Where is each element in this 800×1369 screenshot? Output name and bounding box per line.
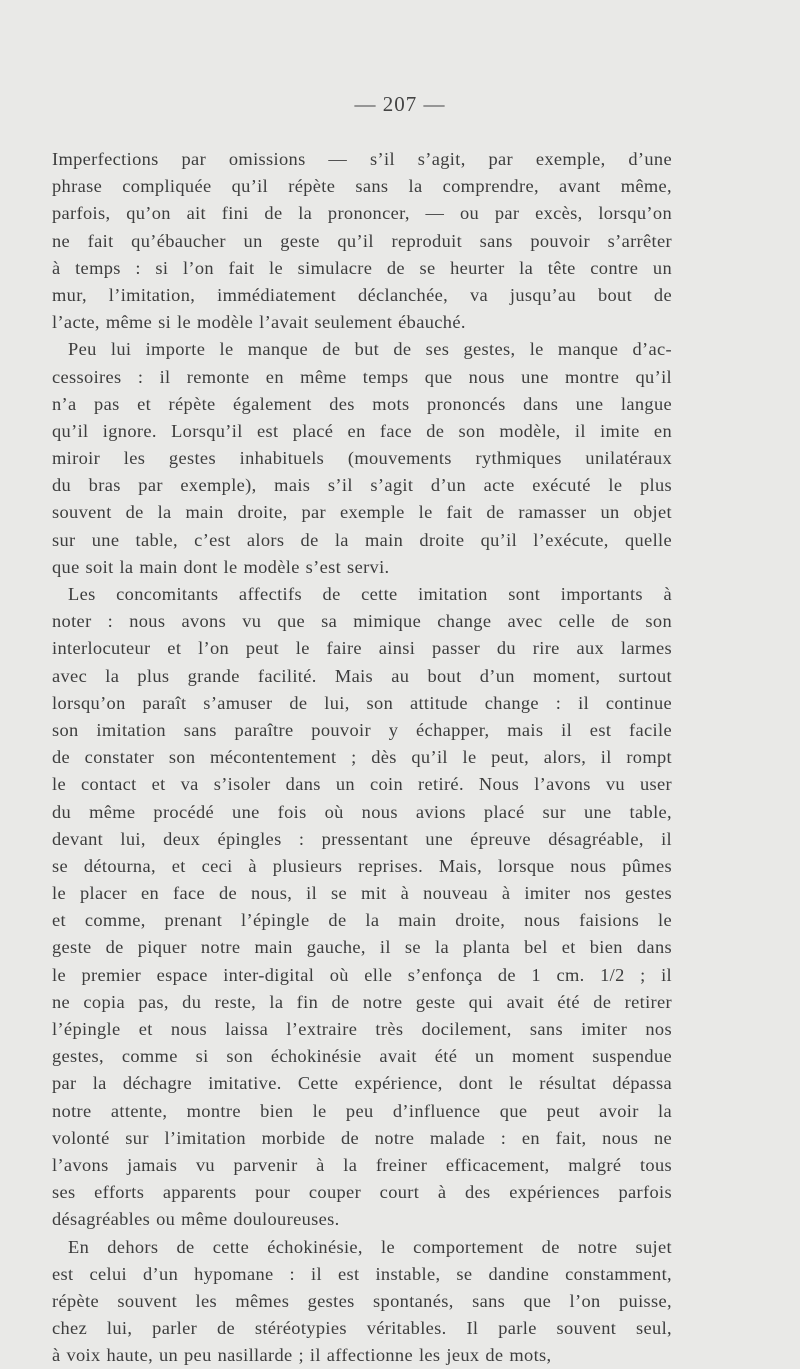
text-line: devant lui, deux épingles : pressentant une épreuve désagréable, il bbox=[52, 826, 672, 853]
text-line: volonté sur l’imitation morbide de notre malade : en fait, nous ne bbox=[52, 1125, 672, 1152]
text-line: se détourna, et ceci à plusieurs reprises. Mais, lorsque nous pûmes bbox=[52, 853, 672, 880]
text-line: est celui d’un hypomane : il est instable, se dandine constamment, bbox=[52, 1261, 672, 1288]
text-line: cessoires : il remonte en même temps que nous une montre qu’il bbox=[52, 364, 672, 391]
text-line: interlocuteur et l’on peut le faire ainsi passer du rire aux larmes bbox=[52, 635, 672, 662]
text-line: ne fait qu’ébaucher un geste qu’il reproduit sans pouvoir s’arrêter bbox=[52, 228, 672, 255]
text-line: le premier espace inter-digital où elle s’enfonça de 1 cm. 1/2 ; il bbox=[52, 962, 672, 989]
body-text bbox=[52, 146, 672, 1369]
text-line: à temps : si l’on fait le simulacre de se heurter la tête contre un bbox=[52, 255, 672, 282]
text-line: mur, l’imitation, immédiatement déclanchée, va jusqu’au bout de bbox=[52, 282, 672, 309]
paragraph bbox=[52, 1234, 672, 1369]
text-line: n’a pas et répète également des mots prononcés dans une langue bbox=[52, 391, 672, 418]
text-line: que soit la main dont le modèle s’est servi. bbox=[52, 554, 672, 581]
paragraph bbox=[52, 336, 672, 581]
text-line: son imitation sans paraître pouvoir y échapper, mais il est facile bbox=[52, 717, 672, 744]
text-line: ses efforts apparents pour couper court à des expériences parfois bbox=[52, 1179, 672, 1206]
text-line: avec la plus grande facilité. Mais au bout d’un moment, surtout bbox=[52, 663, 672, 690]
paragraph bbox=[52, 146, 672, 336]
text-line: désagréables ou même douloureuses. bbox=[52, 1206, 672, 1233]
text-line: noter : nous avons vu que sa mimique change avec celle de son bbox=[52, 608, 672, 635]
text-line: du même procédé une fois où nous avions placé sur une table, bbox=[52, 799, 672, 826]
text-line: ne copia pas, du reste, la fin de notre geste qui avait été de retirer bbox=[52, 989, 672, 1016]
text-line: notre attente, montre bien le peu d’influence que peut avoir la bbox=[52, 1098, 672, 1125]
text-line: Imperfections par omissions — s’il s’agit, par exemple, d’une bbox=[52, 146, 672, 173]
text-line: gestes, comme si son échokinésie avait été un moment suspendue bbox=[52, 1043, 672, 1070]
text-line: le contact et va s’isoler dans un coin retiré. Nous l’avons vu user bbox=[52, 771, 672, 798]
text-line: phrase compliquée qu’il répète sans la comprendre, avant même, bbox=[52, 173, 672, 200]
text-line: de constater son mécontentement ; dès qu’il le peut, alors, il rompt bbox=[52, 744, 672, 771]
text-line: à voix haute, un peu nasillarde ; il affectionne les jeux de mots, bbox=[52, 1342, 672, 1369]
text-line: par la déchagre imitative. Cette expérience, dont le résultat dépassa bbox=[52, 1070, 672, 1097]
text-line: geste de piquer notre main gauche, il se la planta bel et bien dans bbox=[52, 934, 672, 961]
text-line: l’avons jamais vu parvenir à la freiner efficacement, malgré tous bbox=[52, 1152, 672, 1179]
text-line: l’acte, même si le modèle l’avait seulement ébauché. bbox=[52, 309, 672, 336]
text-line: le placer en face de nous, il se mit à nouveau à imiter nos gestes bbox=[52, 880, 672, 907]
text-line: Les concomitants affectifs de cette imitation sont importants à bbox=[52, 581, 672, 608]
text-line: miroir les gestes inhabituels (mouvements rythmiques unilatéraux bbox=[52, 445, 672, 472]
text-line: sur une table, c’est alors de la main droite qu’il l’exécute, quelle bbox=[52, 527, 672, 554]
text-line: et comme, prenant l’épingle de la main droite, nous faisions le bbox=[52, 907, 672, 934]
page-number: — 207 — bbox=[0, 92, 800, 117]
text-line: répète souvent les mêmes gestes spontanés, sans que l’on puisse, bbox=[52, 1288, 672, 1315]
text-line: lorsqu’on paraît s’amuser de lui, son attitude change : il continue bbox=[52, 690, 672, 717]
text-line: En dehors de cette échokinésie, le comportement de notre sujet bbox=[52, 1234, 672, 1261]
text-line: du bras par exemple), mais s’il s’agit d’un acte exécuté le plus bbox=[52, 472, 672, 499]
text-line: l’épingle et nous laissa l’extraire très docilement, sans imiter nos bbox=[52, 1016, 672, 1043]
text-line: souvent de la main droite, par exemple le fait de ramasser un objet bbox=[52, 499, 672, 526]
text-line: qu’il ignore. Lorsqu’il est placé en face de son modèle, il imite en bbox=[52, 418, 672, 445]
text-line: parfois, qu’on ait fini de la prononcer, — ou par excès, lorsqu’on bbox=[52, 200, 672, 227]
text-line: chez lui, parler de stéréotypies véritables. Il parle souvent seul, bbox=[52, 1315, 672, 1342]
paragraph bbox=[52, 581, 672, 1234]
text-line: Peu lui importe le manque de but de ses gestes, le manque d’ac- bbox=[52, 336, 672, 363]
